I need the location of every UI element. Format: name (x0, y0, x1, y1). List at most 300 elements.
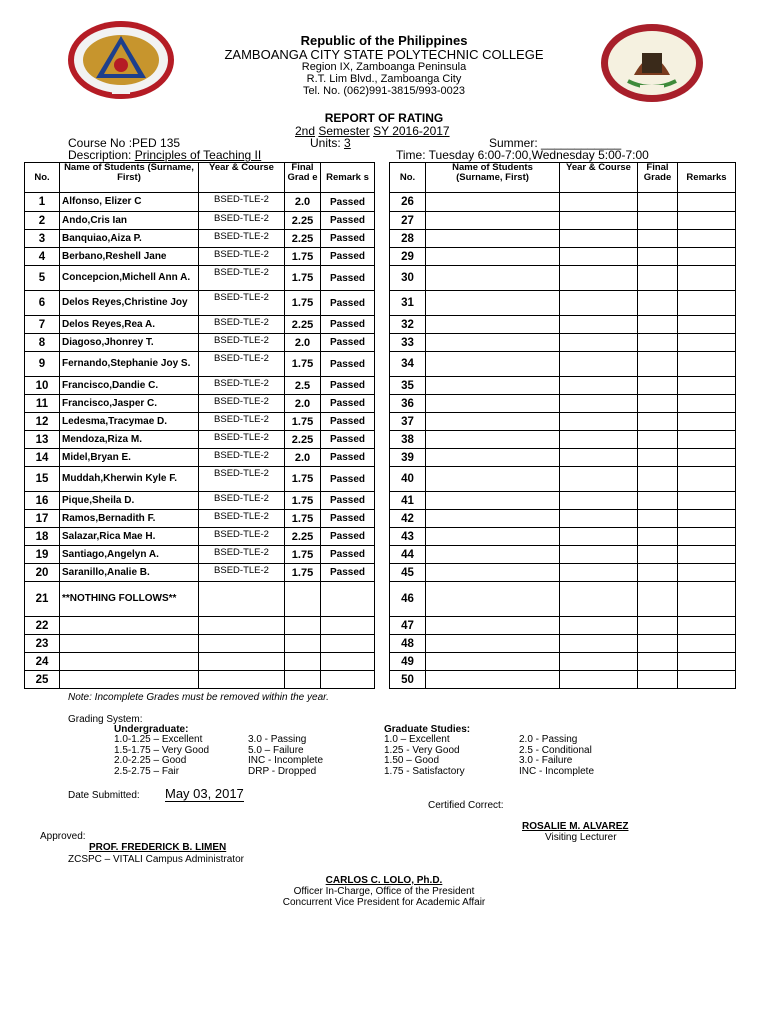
row-number: 20 (25, 564, 60, 582)
table-row (25, 334, 375, 352)
header-no: No. (390, 163, 426, 193)
student-name (426, 546, 560, 564)
final-grade (638, 467, 678, 492)
table-row (25, 413, 375, 431)
row-number: 17 (25, 510, 60, 528)
student-name (426, 395, 560, 413)
grading-scale-item: 3.0 - Failure (519, 755, 573, 766)
table-row (390, 528, 736, 546)
row-number: 13 (25, 431, 60, 449)
final-grade: 1.75 (285, 413, 321, 431)
republic-line: Republic of the Philippines (300, 33, 468, 48)
final-grade (638, 352, 678, 377)
grading-scale-item: INC - Incomplete (519, 765, 595, 777)
table-row (25, 653, 375, 671)
grading-scale-item: 1.25 - Very Good (384, 744, 460, 756)
student-name (426, 334, 560, 352)
table-row (25, 395, 375, 413)
admin-title: ZCSPC – VITALI Campus Administrator (68, 854, 244, 865)
student-name (426, 377, 560, 395)
final-grade: 1.75 (285, 266, 321, 291)
table-row (390, 395, 736, 413)
row-number: 45 (390, 564, 426, 582)
student-name: Ando,Cris Ian (60, 212, 199, 230)
student-name (426, 248, 560, 266)
final-grade: 2.0 (285, 193, 321, 212)
table-row (390, 266, 736, 291)
grading-label: Grading System: (68, 714, 143, 725)
student-name: Ledesma,Tracymae D. (60, 413, 199, 431)
year-course: BSED-TLE-2 (199, 449, 285, 467)
table-row (390, 334, 736, 352)
final-grade (285, 635, 321, 653)
table-row (25, 528, 375, 546)
table-row (25, 546, 375, 564)
college-address: R.T. Lim Blvd., Zamboanga City (306, 73, 462, 85)
row-number: 37 (390, 413, 426, 431)
units-value: 3 (344, 136, 351, 150)
table-row (25, 291, 375, 316)
final-grade (638, 334, 678, 352)
table-row (390, 316, 736, 334)
row-number: 38 (390, 431, 426, 449)
year-course (560, 352, 638, 377)
student-name: Fernando,Stephanie Joy S. (60, 352, 199, 377)
year-course: BSED-TLE-2 (199, 291, 285, 316)
remarks: Passed (321, 377, 375, 395)
year-course: BSED-TLE-2 (199, 413, 285, 431)
table-row (25, 582, 375, 617)
remarks (678, 467, 736, 492)
student-name: Midel,Bryan E. (60, 449, 199, 467)
year-course (560, 546, 638, 564)
student-name (426, 467, 560, 492)
remarks (678, 291, 736, 316)
row-number: 44 (390, 546, 426, 564)
table-row (25, 617, 375, 635)
student-name: Pique,Sheila D. (60, 492, 199, 510)
row-number: 6 (25, 291, 60, 316)
remarks: Passed (321, 193, 375, 212)
final-grade (638, 230, 678, 248)
table-row (390, 449, 736, 467)
year-course (560, 653, 638, 671)
year-course: BSED-TLE-2 (199, 467, 285, 492)
remarks (678, 352, 736, 377)
row-number: 35 (390, 377, 426, 395)
row-number: 42 (390, 510, 426, 528)
grading-scale-item: INC - Incomplete (248, 755, 324, 766)
final-grade (638, 395, 678, 413)
final-grade: 2.5 (285, 377, 321, 395)
year-course: BSED-TLE-2 (199, 431, 285, 449)
description-label: Description: (68, 148, 132, 162)
student-name: Santiago,Angelyn A. (60, 546, 199, 564)
year-course (560, 582, 638, 617)
year-course (560, 510, 638, 528)
grading-scale-item: 2.5-2.75 – Fair (114, 765, 180, 777)
row-number: 12 (25, 413, 60, 431)
header-name: Name of Students (Surname, First) (426, 163, 560, 193)
student-name (426, 266, 560, 291)
student-name: Mendoza,Riza M. (60, 431, 199, 449)
year-course: BSED-TLE-2 (199, 492, 285, 510)
row-number: 31 (390, 291, 426, 316)
student-name (426, 352, 560, 377)
lecturer-title: Visiting Lecturer (545, 832, 617, 843)
grading-scale-item: 1.0-1.25 – Excellent (114, 734, 203, 745)
student-name: Francisco,Dandie C. (60, 377, 199, 395)
remarks (321, 635, 375, 653)
student-name (426, 635, 560, 653)
admin-name-text: PROF. FREDERICK B. LIMEN (89, 842, 227, 853)
remarks: Passed (321, 316, 375, 334)
oic-title-2: Concurrent Vice President for Academic Affair (282, 897, 486, 908)
remarks: Passed (321, 230, 375, 248)
student-name (426, 193, 560, 212)
table-row (390, 671, 736, 689)
final-grade (638, 546, 678, 564)
student-name (426, 510, 560, 528)
student-name (426, 449, 560, 467)
remarks (678, 193, 736, 212)
remarks (678, 617, 736, 635)
final-grade (285, 617, 321, 635)
row-number: 25 (25, 671, 60, 689)
year-course (199, 582, 285, 617)
remarks (678, 492, 736, 510)
grading-scale-item: 2.5 - Conditional (519, 744, 592, 756)
summer-label: Summer: (489, 136, 538, 150)
header-no: No. (25, 163, 60, 193)
year-course (199, 617, 285, 635)
graduate-scale-2 (519, 735, 594, 777)
final-grade (638, 510, 678, 528)
header-name: Name of Students (Surname, First) (60, 163, 199, 193)
row-number: 3 (25, 230, 60, 248)
student-name (426, 413, 560, 431)
student-name (426, 291, 560, 316)
graduate-scale-1 (384, 735, 465, 777)
remarks (678, 212, 736, 230)
header-remarks: Remarks (678, 163, 736, 193)
year-course (560, 449, 638, 467)
table-header-row (25, 163, 375, 193)
year-course (560, 248, 638, 266)
remarks: Passed (321, 431, 375, 449)
final-grade: 1.75 (285, 492, 321, 510)
ratings-table-right (389, 162, 736, 689)
remarks: Passed (321, 291, 375, 316)
year-course (199, 635, 285, 653)
year-course (560, 467, 638, 492)
grading-scale-item: 1.0 – Excellent (384, 734, 450, 745)
table-row (390, 635, 736, 653)
table-row (390, 582, 736, 617)
year-course (199, 671, 285, 689)
student-name (426, 492, 560, 510)
row-number: 28 (390, 230, 426, 248)
grading-scale-item: 1.75 - Satisfactory (384, 765, 465, 777)
grading-scale-item: 1.50 – Good (384, 755, 440, 766)
header-year-course: Year & Course (560, 163, 638, 193)
row-number: 7 (25, 316, 60, 334)
student-name (426, 671, 560, 689)
remarks: Passed (321, 449, 375, 467)
student-name (426, 230, 560, 248)
remarks (321, 582, 375, 617)
final-grade (638, 248, 678, 266)
remarks (321, 671, 375, 689)
college-region: Region IX, Zamboanga Peninsula (301, 61, 467, 73)
year-course: BSED-TLE-2 (199, 316, 285, 334)
row-number: 23 (25, 635, 60, 653)
final-grade (285, 582, 321, 617)
remarks: Passed (321, 467, 375, 492)
table-row (390, 653, 736, 671)
table-row (390, 617, 736, 635)
grading-scale-item: DRP - Dropped (248, 765, 317, 777)
student-name: Concepcion,Michell Ann A. (60, 266, 199, 291)
year-course (560, 635, 638, 653)
row-number: 39 (390, 449, 426, 467)
year-course: BSED-TLE-2 (199, 212, 285, 230)
undergrad-scale-2 (248, 735, 323, 777)
final-grade (285, 671, 321, 689)
year-course: BSED-TLE-2 (199, 230, 285, 248)
final-grade (638, 413, 678, 431)
incomplete-note: Note: Incomplete Grades must be removed within the year. (68, 692, 329, 703)
row-number: 36 (390, 395, 426, 413)
remarks (678, 266, 736, 291)
remarks: Passed (321, 395, 375, 413)
year-course (560, 334, 638, 352)
row-number: 18 (25, 528, 60, 546)
year-course (560, 564, 638, 582)
student-name (426, 617, 560, 635)
table-row (390, 467, 736, 492)
row-number: 26 (390, 193, 426, 212)
student-name (60, 635, 199, 653)
table-row (25, 248, 375, 266)
remarks: Passed (321, 564, 375, 582)
table-row (25, 510, 375, 528)
course-no: Course No :PED 135 (68, 136, 181, 150)
year-course (560, 266, 638, 291)
final-grade (638, 377, 678, 395)
header-final-grade: Final Grade (638, 163, 678, 193)
final-grade (638, 431, 678, 449)
college-name: ZAMBOANGA CITY STATE POLYTECHNIC COLLEGE (224, 47, 544, 62)
remarks: Passed (321, 248, 375, 266)
final-grade (638, 449, 678, 467)
row-number: 40 (390, 467, 426, 492)
final-grade: 2.25 (285, 528, 321, 546)
year-course (560, 230, 638, 248)
student-name (426, 212, 560, 230)
final-grade: 2.0 (285, 334, 321, 352)
description (68, 148, 261, 162)
student-name: Delos Reyes,Christine Joy (60, 291, 199, 316)
row-number: 47 (390, 617, 426, 635)
table-row (390, 510, 736, 528)
certified-label: Certified Correct: (428, 800, 504, 811)
remarks: Passed (321, 212, 375, 230)
registrar-seal-right (600, 23, 704, 103)
student-name (426, 316, 560, 334)
student-name (426, 582, 560, 617)
year-course (560, 316, 638, 334)
year-course (560, 528, 638, 546)
student-name: Muddah,Kherwin Kyle F. (60, 467, 199, 492)
remarks (678, 248, 736, 266)
row-number: 49 (390, 653, 426, 671)
admin-name (89, 842, 226, 853)
final-grade (638, 617, 678, 635)
approved-label: Approved: (40, 831, 86, 842)
row-number: 46 (390, 582, 426, 617)
table-row (25, 449, 375, 467)
table-row (25, 193, 375, 212)
table-row (25, 492, 375, 510)
final-grade (638, 528, 678, 546)
year-course (199, 653, 285, 671)
grading-scale-item: 5.0 – Failure (248, 744, 304, 756)
remarks: Passed (321, 266, 375, 291)
year-course: BSED-TLE-2 (199, 193, 285, 212)
year-course (560, 431, 638, 449)
final-grade (638, 635, 678, 653)
row-number: 21 (25, 582, 60, 617)
table-row (390, 193, 736, 212)
row-number: 32 (390, 316, 426, 334)
final-grade: 2.25 (285, 230, 321, 248)
year-course (560, 291, 638, 316)
description-value: Principles of Teaching II (134, 148, 262, 162)
final-grade: 2.25 (285, 212, 321, 230)
year-course (560, 492, 638, 510)
row-number: 11 (25, 395, 60, 413)
ratings-table-right-body (390, 163, 736, 689)
table-row (390, 291, 736, 316)
date-submitted-value (165, 786, 244, 801)
row-number: 14 (25, 449, 60, 467)
oic-name-text: CARLOS C. LOLO, Ph.D. (325, 875, 443, 886)
student-name: Banquiao,Aiza P. (60, 230, 199, 248)
final-grade: 2.25 (285, 431, 321, 449)
row-number: 4 (25, 248, 60, 266)
remarks (678, 377, 736, 395)
row-number: 50 (390, 671, 426, 689)
final-grade: 2.25 (285, 316, 321, 334)
remarks: Passed (321, 334, 375, 352)
date-submitted-label: Date Submitted: (68, 790, 140, 801)
oic-title-1: Officer In-Charge, Office of the President (293, 886, 475, 897)
remarks (678, 653, 736, 671)
final-grade: 2.0 (285, 395, 321, 413)
remarks: Passed (321, 352, 375, 377)
year-course: BSED-TLE-2 (199, 510, 285, 528)
row-number: 41 (390, 492, 426, 510)
header-final-grade: Final Grad e (285, 163, 321, 193)
year-course (560, 395, 638, 413)
table-row (390, 230, 736, 248)
final-grade (638, 291, 678, 316)
row-number: 5 (25, 266, 60, 291)
header-year-course: Year & Course (199, 163, 285, 193)
semester-label: Semester (318, 124, 370, 138)
date-value-text: May 03, 2017 (165, 786, 244, 801)
table-row (25, 266, 375, 291)
remarks (321, 653, 375, 671)
remarks (678, 510, 736, 528)
table-row (25, 377, 375, 395)
final-grade: 1.75 (285, 546, 321, 564)
table-row (25, 352, 375, 377)
table-row (25, 635, 375, 653)
table-row (25, 467, 375, 492)
table-row (25, 431, 375, 449)
table-row (390, 352, 736, 377)
year-course: BSED-TLE-2 (199, 266, 285, 291)
year-course: BSED-TLE-2 (199, 248, 285, 266)
final-grade: 1.75 (285, 248, 321, 266)
student-name: Diagoso,Jhonrey T. (60, 334, 199, 352)
student-name (60, 617, 199, 635)
table-row (390, 431, 736, 449)
final-grade (638, 316, 678, 334)
remarks (678, 230, 736, 248)
remarks (678, 316, 736, 334)
student-name (426, 431, 560, 449)
row-number: 34 (390, 352, 426, 377)
year-course (560, 671, 638, 689)
oic-name (200, 875, 568, 886)
row-number: 19 (25, 546, 60, 564)
table-header-row (390, 163, 736, 193)
remarks (321, 617, 375, 635)
table-row (25, 671, 375, 689)
ratings-table-left-body (25, 163, 375, 689)
remarks (678, 413, 736, 431)
year-course (560, 212, 638, 230)
table-row (25, 230, 375, 248)
grading-scale-item: 1.5-1.75 – Very Good (114, 744, 210, 756)
remarks: Passed (321, 528, 375, 546)
year-course: BSED-TLE-2 (199, 377, 285, 395)
student-name: Delos Reyes,Rea A. (60, 316, 199, 334)
table-row (25, 316, 375, 334)
final-grade (638, 266, 678, 291)
year-course (560, 617, 638, 635)
year-course: BSED-TLE-2 (199, 546, 285, 564)
row-number: 16 (25, 492, 60, 510)
student-name (426, 564, 560, 582)
student-name (60, 653, 199, 671)
header-remarks: Remark s (321, 163, 375, 193)
final-grade: 1.75 (285, 467, 321, 492)
year-course (560, 193, 638, 212)
student-name: Berbano,Reshell Jane (60, 248, 199, 266)
table-row (390, 248, 736, 266)
remarks (678, 546, 736, 564)
final-grade (285, 653, 321, 671)
units (310, 136, 351, 150)
row-number: 24 (25, 653, 60, 671)
undergrad-scale-1 (114, 735, 209, 777)
year-course: BSED-TLE-2 (199, 334, 285, 352)
ratings-table-left (24, 162, 375, 689)
